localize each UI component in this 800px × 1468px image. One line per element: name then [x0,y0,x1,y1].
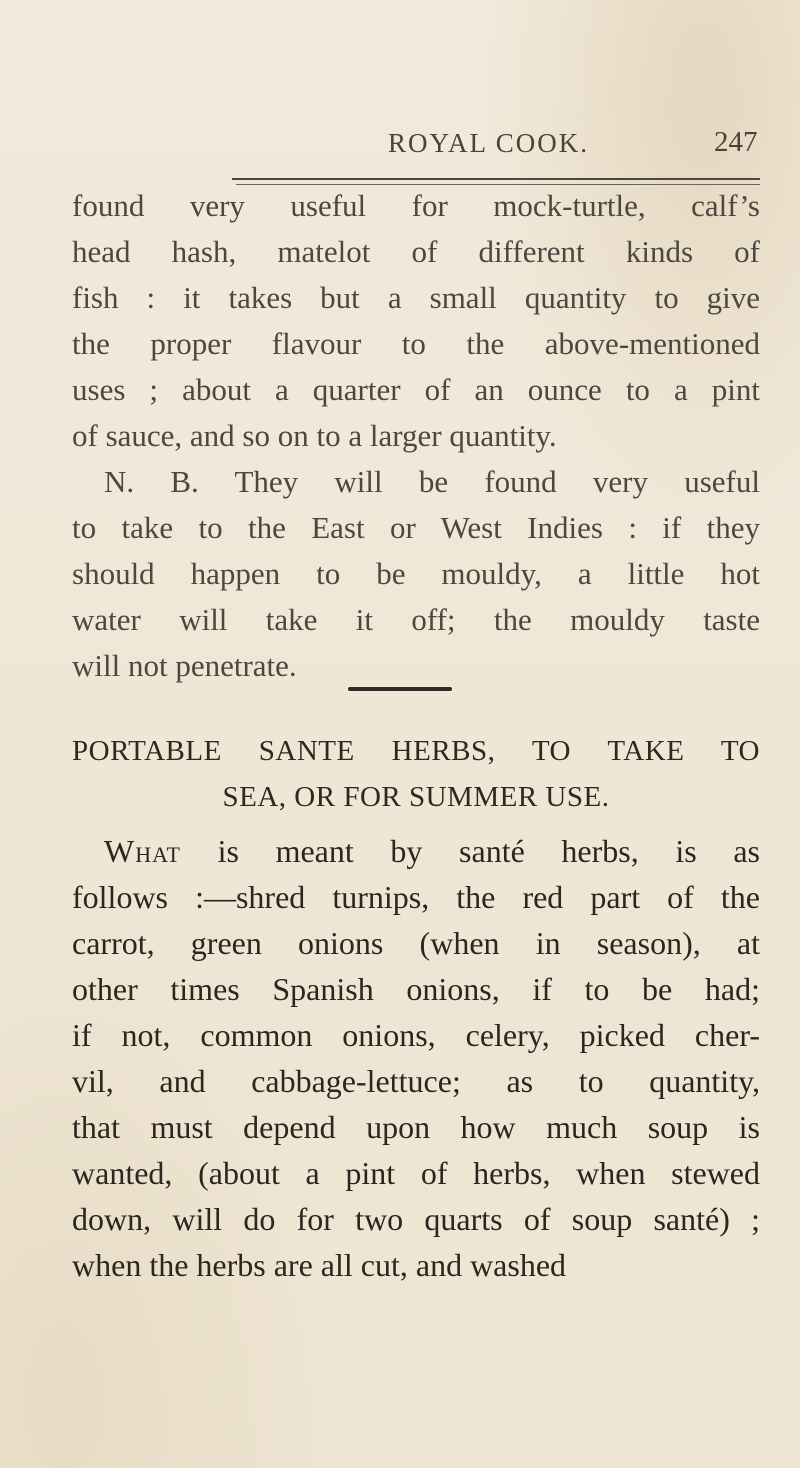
note-line: N. B. They will be found very useful [104,464,760,499]
running-title: ROYAL COOK. [388,128,590,158]
note-line: to take to the East or West Indies : if they [72,510,760,545]
text-line: found very useful for mock-turtle, calf’s [72,188,760,223]
section-line: vil, and cabbage-lettuce; as to quantity, [72,1063,760,1099]
section-line: wanted, (about a pint of herbs, when stewed [72,1155,760,1191]
text-line: fish : it takes but a small quantity to give [72,280,760,315]
section-first-line [72,828,760,874]
section-heading-line-2: SEA, OR FOR SUMMER USE. [222,781,610,813]
text-line: uses ; about a quarter of an ounce to a pint [72,372,760,407]
continued-paragraph [72,183,760,689]
page-number: 247 [714,126,758,158]
section-line: follows :—shred turnips, the red part of the [72,879,760,915]
lead-word: What [104,833,181,869]
text-line: of sauce, and so on to a larger quantity. [72,418,557,453]
section-line: carrot, green onions (when in season), at [72,925,760,961]
note-line: will not penetrate. [72,648,297,683]
text-line: head hash, matelot of different kinds of [72,234,760,269]
section-divider [348,687,452,691]
note-line: should happen to be mouldy, a little hot [72,556,760,591]
first-line-rest: is meant by santé herbs, is as [180,833,760,869]
section-line: down, will do for two quarts of soup santé) ; [72,1201,760,1237]
section-line: when the herbs are all cut, and washed [72,1247,567,1283]
note-line: water will take it off; the mouldy taste [72,602,760,637]
running-head [0,128,800,168]
section-line: that must depend upon how much soup is [72,1109,760,1145]
text-line: the proper flavour to the above-mentioned [72,326,760,361]
section-heading-line-1: PORTABLE SANTE HERBS, TO TAKE TO [72,735,760,767]
header-rule [232,178,760,180]
section-line: if not, common onions, celery, picked cher- [72,1017,760,1053]
section-body [72,828,760,1288]
section-line: other times Spanish onions, if to be had; [72,971,760,1007]
